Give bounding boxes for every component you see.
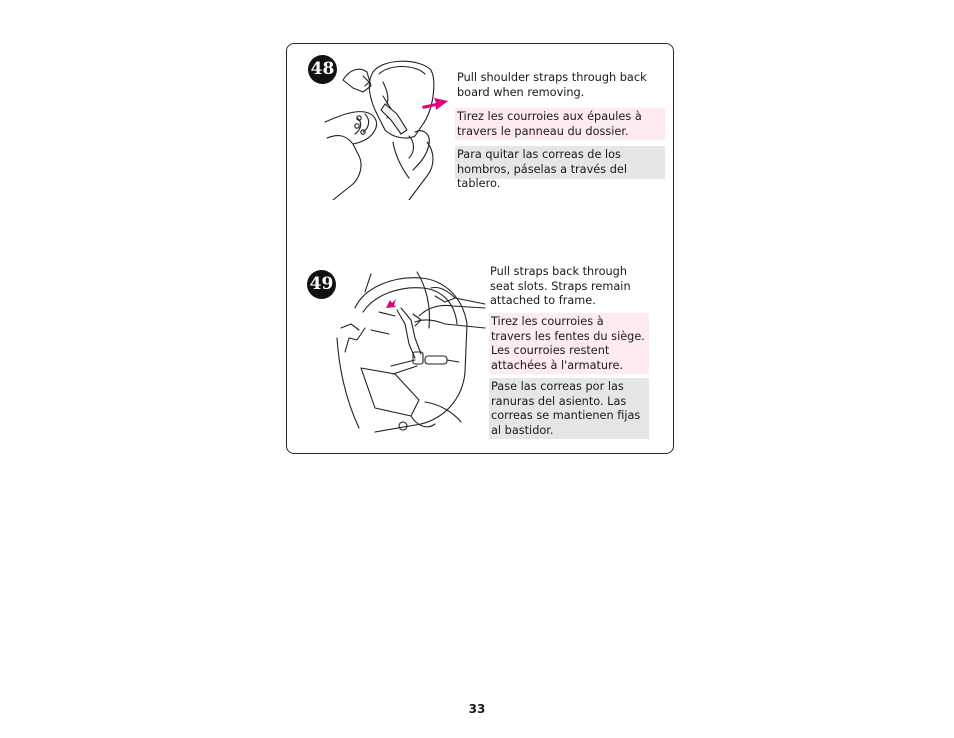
step-49-number: 49 (307, 270, 336, 299)
step-49-text-fr: Tirez les courroies à travers les fentes du siège. Les courroies restent attachées à l'armature. (489, 313, 649, 374)
step-48-text-en: Pull shoulder straps through back board when removing. (457, 71, 647, 99)
step-48-text-es: Para quitar las correas de los hombros, páselas a través del tablero. (455, 146, 665, 179)
step-48-number: 48 (308, 55, 337, 84)
step-49-arrow-icon (384, 297, 398, 311)
page-number: 33 (468, 702, 486, 716)
step-49-text-es: Pase las correas por las ranuras del asiento. Las correas se mantienen fijas al bastidor. (489, 378, 649, 439)
step-48-illustration (323, 52, 443, 200)
step-48-text-fr: Tirez les courroies aux épaules à travers le panneau du dossier. (455, 108, 665, 140)
step-49-illustration (335, 268, 487, 440)
instruction-panel (286, 43, 674, 454)
step-49-text-en: Pull straps back through seat slots. Straps remain attached to frame. (490, 265, 631, 307)
step-48-arrow-icon (420, 94, 450, 114)
